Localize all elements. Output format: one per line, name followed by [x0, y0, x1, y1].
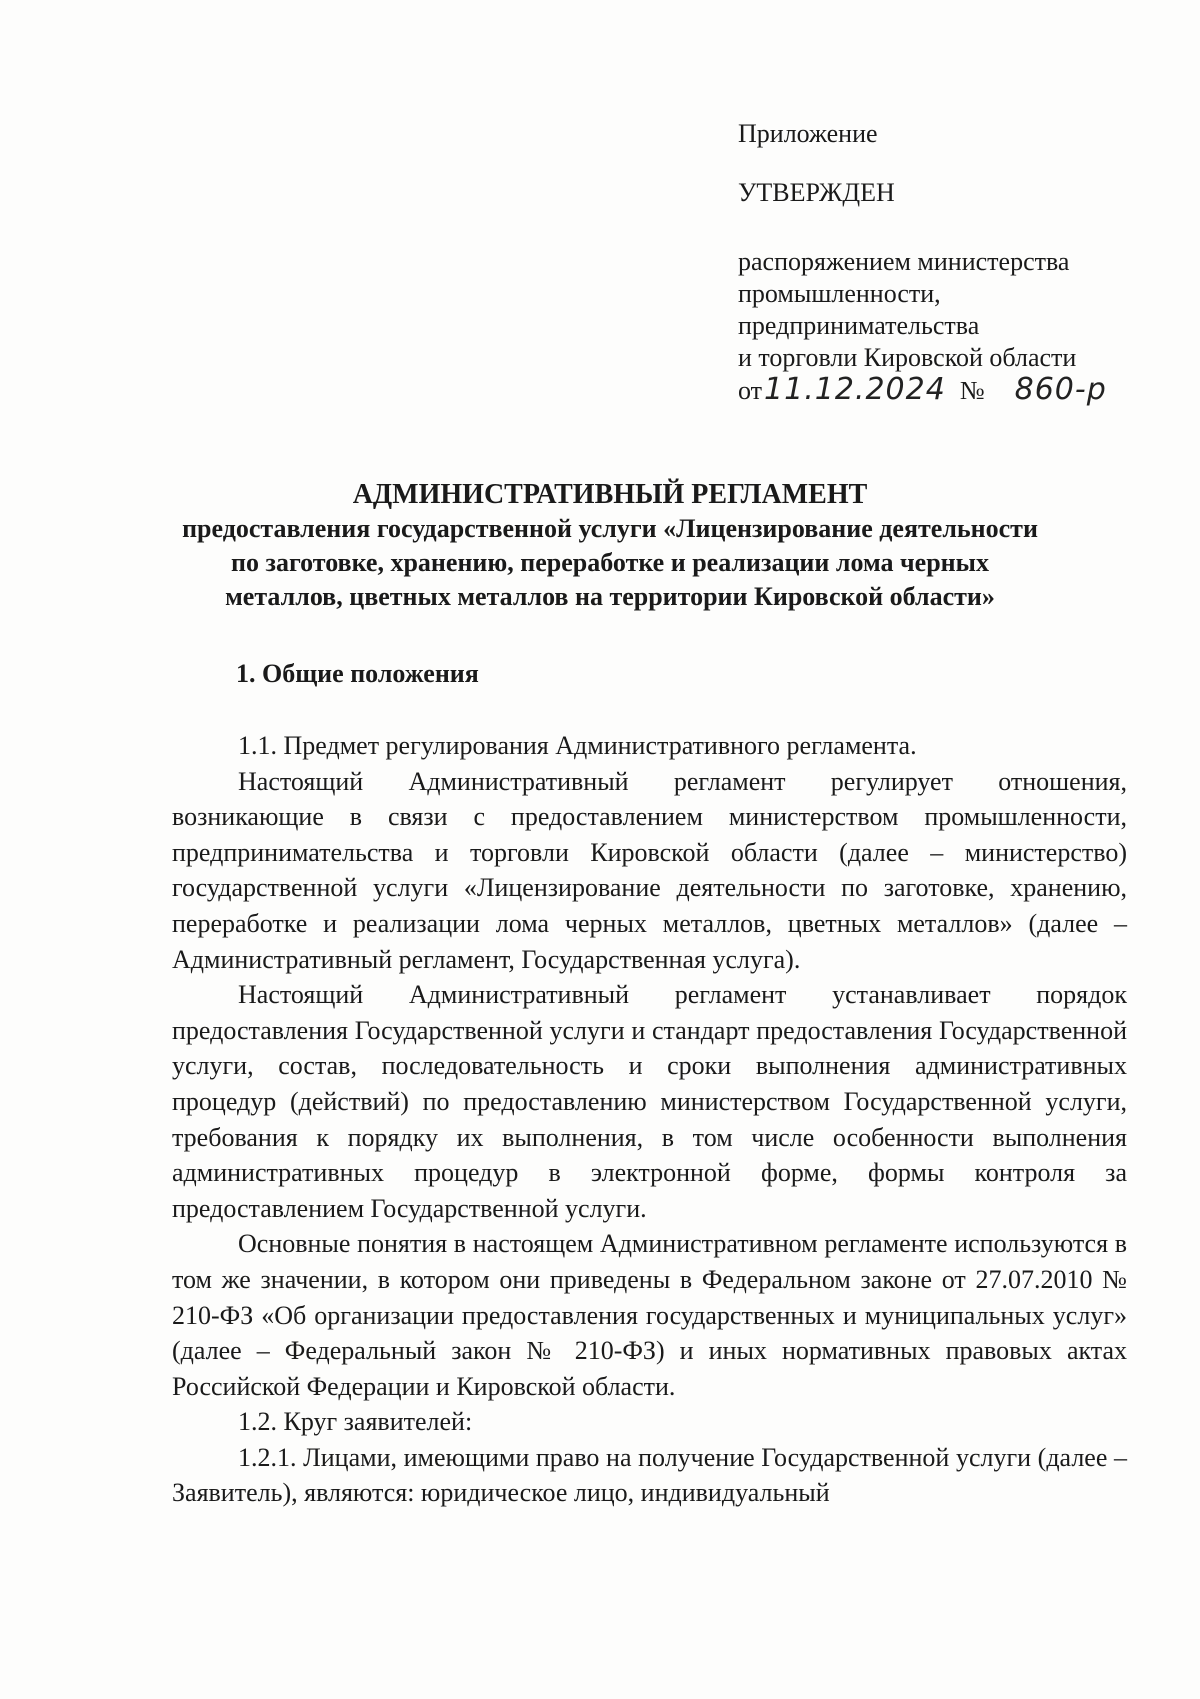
order-line-2: промышленности,: [738, 279, 941, 308]
appendix-label: Приложение: [738, 119, 878, 148]
number-sign: №: [959, 376, 985, 405]
title-line-3: металлов, цветных металлов на территории Кировской области»: [225, 582, 995, 611]
title-line-1: предоставления государственной услуги «Лицензирование деятельности: [182, 514, 1038, 543]
title-main: АДМИНИСТРАТИВНЫЙ РЕГЛАМЕНТ: [352, 479, 868, 510]
date-prefix: от: [738, 376, 763, 405]
order-line-4: и торговли Кировской области: [738, 343, 1077, 372]
paragraph-1-2: 1.2. Круг заявителей:: [238, 1407, 473, 1437]
order-line-1: распоряжением министерства: [738, 247, 1070, 276]
document-title: [130, 478, 1090, 614]
order-line-3: предпринимательства: [738, 311, 980, 340]
body-text: [172, 728, 1127, 1511]
handwritten-date: 11.12.2024: [764, 372, 946, 407]
paragraph-scope: Настоящий Административный регламент регулирует отношения, возникающие в связи с предоставлением министерством промышленности, предпринимательства и торговли Кировской области (далее – министерство) государственной услуги «Лицензирование деятельности по заготовке, хранению, переработке и реализации лома черных металлов, цветных металлов» (далее – Административный регламент, Государственная услуга).: [172, 766, 1127, 974]
paragraph-terms: Основные понятия в настоящем Административном регламенте используются в том же значении, в котором они приведены в Федеральном законе от 27.07.2010 № 210-ФЗ «Об организации предоставления государственных и муниципальных услуг» (далее – Федеральный закон № 210-ФЗ) и иных нормативных правовых актах Российской Федерации и Кировской области.: [172, 1229, 1127, 1401]
date-number-row: [738, 374, 1138, 407]
approved-label: УТВЕРЖДЕН: [738, 178, 895, 207]
paragraph-procedure: Настоящий Административный регламент устанавливает порядок предоставления Государственной услуги и стандарт предоставления Государственной услуги, состав, последовательность и сроки выполнения административных процедур (действий) по предоставлению министерством Государственной услуги, требования к порядку их выполнения, в том числе особенности выполнения административных процедур в электронной форме, формы контроля за предоставлением Государственной услуги.: [172, 980, 1127, 1223]
handwritten-number: 860-р: [1014, 372, 1107, 407]
paragraph-1-2-1: 1.2.1. Лицами, имеющими право на получение Государственной услуги (далее –Заявитель), являются: юридическое лицо, индивидуальный: [172, 1442, 1127, 1508]
paragraph-1-1: 1.1. Предмет регулирования Административного регламента.: [238, 731, 917, 760]
section-heading: 1. Общие положения: [236, 659, 479, 688]
approval-stamp-block: [738, 118, 1138, 407]
title-line-2: по заготовке, хранению, переработке и реализации лома черных: [231, 548, 989, 577]
